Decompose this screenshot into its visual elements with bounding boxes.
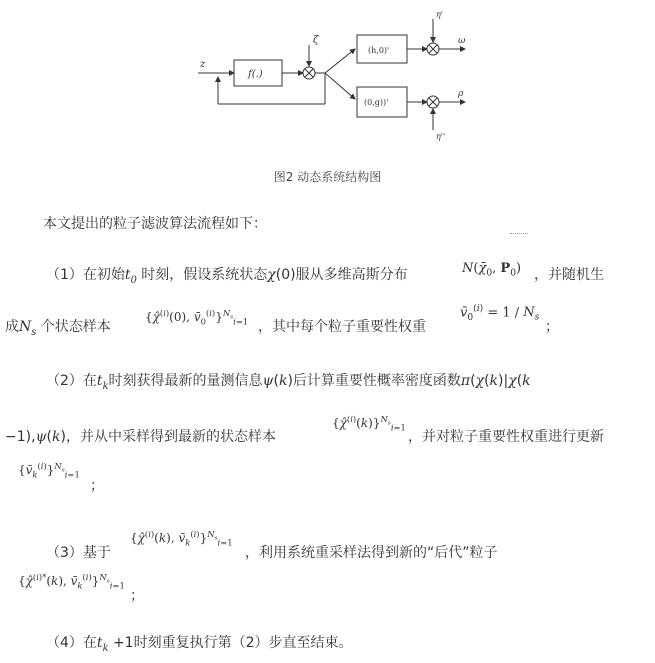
step2-text-g: ； <box>90 478 104 494</box>
step1-text-f: 个状态样本 <box>40 319 111 335</box>
ns-symbol: $N_s$ <box>19 319 37 338</box>
eta-top-label: η' <box>436 10 443 19</box>
new-sample-set: {χ̂$^{(i)}$(k)}$^{N_s}_{i=1}$ <box>332 414 406 433</box>
eta-bottom-label: η'' <box>436 132 446 141</box>
step2-text-d: −1), <box>5 429 36 445</box>
initial-weight-formula: $v̄_0^{(i)} = 1 / N_s$ <box>460 304 540 323</box>
step1-text-h: ； <box>545 319 559 335</box>
step2-text-e: ，并从中采样得到最新的状态样本 <box>65 429 276 445</box>
step1-line1: （1）在初始$t_0$ 时刻，假设系统状态χ(0)服从多维高斯分布 <box>46 267 408 286</box>
system-structure-diagram <box>190 5 480 145</box>
step1-line2 <box>5 316 111 338</box>
step3-text-c: ； <box>130 588 144 604</box>
omega-label: ω <box>458 36 466 46</box>
step1-text-d: ，并随机生 <box>534 267 604 283</box>
step4-text-a: （4）在 <box>46 635 97 651</box>
initial-sample-set: {χ̂$^{(i)}$(0), $v̄_0^{(i)}\}^{N_s}_{i=1}$ <box>145 308 249 327</box>
updated-weight-set: $\{v̄_k^{(i)}\}^{N_s}_{i=1}$ <box>18 461 80 480</box>
step1-text-b: 时刻，假设系统状态 <box>141 267 268 283</box>
step2-line2: −1),ψ(k)，并从中采样得到最新的状态样本 <box>5 429 276 445</box>
tk-symbol-2: $t_k$ <box>96 635 109 654</box>
step1-text-c: 服从多维高斯分布 <box>295 267 408 283</box>
intro-paragraph: 本文提出的粒子滤波算法流程如下： <box>43 216 267 232</box>
rho-label: ρ <box>458 89 464 99</box>
t0-symbol: $t_0$ <box>124 267 137 286</box>
step1-text-a: （1）在初始 <box>46 267 125 283</box>
dotted-mark <box>510 233 528 236</box>
step2-line1: （2）在$t_k$时刻获得最新的量测信息ψ(k)后计算重要性概率密度函数π(χ(k)|χ(k <box>46 373 531 392</box>
chi0-symbol: χ <box>267 267 276 283</box>
f-block-label: f(.) <box>248 69 263 80</box>
step1-text-e: 成 <box>5 319 19 335</box>
step2-text-a: （2）在 <box>46 373 97 389</box>
figure-caption: 图2 动态系统结构图 <box>273 170 382 184</box>
step4-text-b: +1时刻重复执行第（2）步直至结束。 <box>112 635 353 651</box>
input-label: z <box>200 59 206 70</box>
resample-input-set: {χ̂$^{(i)}$(k), $v̄_k^{(i)}\}^{N_s}_{i=1}$ <box>130 529 233 548</box>
gaussian-formula: $N(\chī_0$, $P_0$) <box>462 261 522 279</box>
step3-text-b: ，利用系统重采样法得到新的“后代”粒子 <box>245 545 498 561</box>
step2-text-c: 后计算重要性概率密度函数 <box>292 373 461 389</box>
bottom-block-label: (0,g))' <box>364 98 389 107</box>
step3-text-a: （3）基于 <box>46 545 111 561</box>
tk-symbol: $t_k$ <box>96 373 109 392</box>
zeta-label: ζ <box>313 35 319 46</box>
top-block-label: (h,0)' <box>368 46 390 55</box>
step2-text-f: ，并对粒子重要性权重进行更新 <box>408 429 604 445</box>
step1-text-g: ，其中每个粒子重要性权重 <box>258 319 426 335</box>
step2-text-b: 时刻获得最新的量测信息 <box>108 373 263 389</box>
step4-line <box>46 632 353 654</box>
offspring-particle-set: {χ̂$^{(i)*}$(k), $v̄_k^{(i)}\}^{N_s}_{i=1}$ <box>18 572 125 591</box>
